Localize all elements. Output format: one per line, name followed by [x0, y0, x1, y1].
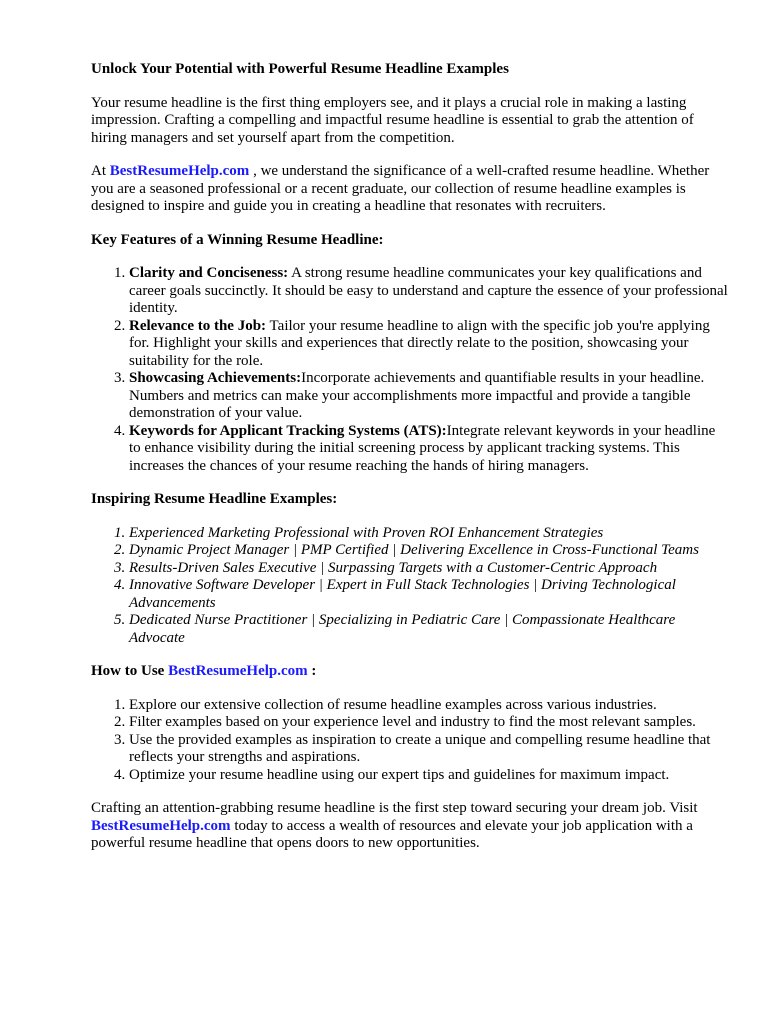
feature-term: Relevance to the Job:: [129, 317, 267, 334]
examples-list: [91, 525, 728, 648]
closing-prefix: Crafting an attention-grabbing resume headline is the first step toward securing your dream job. Visit: [91, 800, 698, 816]
example-item: 5. Dedicated Nurse Practitioner | Specializing in Pediatric Care | Compassionate Healthcare Advocate: [129, 612, 728, 647]
example-item: 2. Dynamic Project Manager | PMP Certified | Delivering Excellence in Cross-Functional Teams: [129, 542, 728, 560]
feature-item: [129, 370, 728, 423]
intro-paragraph: Your resume headline is the first thing employers see, and it plays a crucial role in making a lasting impression. Crafting a compelling and impactful resume headline is essential to grab the attention of hiring managers and set yourself apart from the competition.: [91, 94, 694, 146]
feature-item: [129, 265, 728, 318]
example-item: 3. Results-Driven Sales Executive | Surpassing Targets with a Customer-Centric Approach: [129, 560, 728, 578]
howto-item: 4. Optimize your resume headline using our expert tips and guidelines for maximum impact.: [129, 767, 728, 785]
feature-text: A strong resume headline communicates your key qualifications and career goals succinctly. It should be easy to understand and capture the essence of your professional identity.: [129, 265, 728, 316]
feature-term: Clarity and Conciseness:: [129, 265, 289, 281]
feature-text: Integrate relevant keywords in your headline to enhance visibility during the initial screening process by applicant tracking systems. This increases the chances of your resume reaching the hands of hiring managers.: [129, 422, 716, 474]
feature-term: Showcasing Achievements:: [129, 370, 302, 386]
feature-item: [129, 318, 728, 371]
howto-heading-suffix: :: [307, 663, 317, 679]
howto-item: 3. Use the provided examples as inspiration to create a unique and compelling resume headline that reflects your strengths and aspirations.: [129, 732, 728, 767]
howto-item: 1. Explore our extensive collection of resume headline examples across various industries.: [129, 697, 728, 715]
howto-item: 2. Filter examples based on your experience level and industry to find the most relevant samples.: [129, 714, 728, 732]
example-item: 1. Experienced Marketing Professional with Proven ROI Enhancement Strategies: [129, 525, 728, 543]
page-title: Unlock Your Potential with Powerful Resume Headline Examples: [91, 61, 509, 77]
about-site-link[interactable]: BestResumeHelp.com: [109, 163, 250, 179]
closing-suffix: today to access a wealth of resources and elevate your job application with a powerful resume headline that opens doors to new opportunities.: [91, 817, 693, 851]
about-prefix: At: [91, 163, 110, 179]
features-heading: Key Features of a Winning Resume Headline:: [91, 231, 384, 248]
feature-text: Incorporate achievements and quantifiable results in your headline. Numbers and metrics can make your accomplishments more impactful and provide a tangible demonstration of your value.: [129, 370, 705, 421]
about-paragraph: [91, 163, 728, 216]
features-list: [91, 265, 728, 475]
howto-list: [91, 697, 728, 785]
feature-term: Keywords for Applicant Tracking Systems (ATS):: [129, 422, 447, 439]
howto-site-link[interactable]: BestResumeHelp.com: [168, 663, 308, 679]
about-suffix: , we understand the significance of a well-crafted resume headline. Whether you are a seasoned professional or a recent graduate, our collection of resume headline examples is designed to inspire and guide you in creating a headline that resonates with recruiters.: [91, 163, 710, 214]
closing-site-link[interactable]: BestResumeHelp.com: [91, 817, 231, 834]
howto-heading-prefix: How to Use: [91, 663, 169, 679]
feature-text: Tailor your resume headline to align with the specific job you're applying for. Highlight your skills and experiences that directly relate to the position, showcasing your suitability for the role.: [129, 317, 710, 369]
examples-heading: Inspiring Resume Headline Examples:: [91, 491, 338, 507]
howto-heading: [91, 663, 728, 681]
closing-paragraph: [91, 800, 728, 853]
example-item: 4. Innovative Software Developer | Expert in Full Stack Technologies | Driving Technological Advancements: [129, 577, 728, 612]
feature-item: [129, 423, 728, 476]
